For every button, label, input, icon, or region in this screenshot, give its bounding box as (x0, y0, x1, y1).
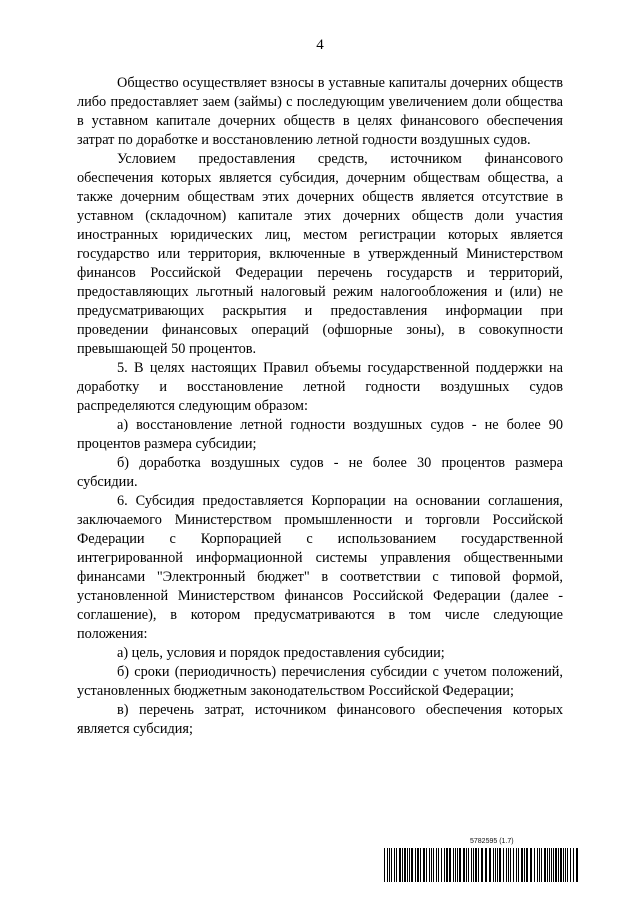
barcode-icon (382, 848, 582, 882)
paragraph-9: в) перечень затрат, источником финансового обеспечения которых является субсидия; (77, 702, 563, 737)
paragraph-1: Общество осуществляет взносы в уставные капиталы дочерних обществ либо предоставляет заем (займы) с последующим увеличением доли общества в уставном капитале дочерних обществ в целях финансового обеспечения затрат по доработке и восстановлению летной годности воздушных судов. (77, 75, 563, 148)
paragraph-3: 5. В целях настоящих Правил объемы государственной поддержки на доработку и восстановление летной годности воздушных судов распределяются следующим образом: (77, 360, 563, 414)
paragraph-4: а) восстановление летной годности воздушных судов - не более 90 процентов размера субсидии; (77, 417, 563, 452)
paragraph-2: Условием предоставления средств, источником финансового обеспечения которых является субсидия, дочерним обществам общества, а также дочерним обществам этих дочерних обществ является отсутствие в уставном (складочном) капитале этих дочерних обществ доли участия иностранных юридических лиц, местом регистрации которых является государство или территория, включенные в утвержденный Министерством финансов Российской Федерации перечень государств и территорий, предоставляющих льготный налоговый режим налогообложения и (или) не предусматривающих раскрытия и предоставления информации при проведении финансовых операций (офшорные зоны), в совокупности превышающей 50 процентов. (77, 151, 563, 357)
barcode-caption: 5782595 (1.7) (470, 838, 514, 845)
paragraph-6: 6. Субсидия предоставляется Корпорации на основании соглашения, заключаемого Министерством промышленности и торговли Российской Федерации с Корпорацией с использованием государственной интегрированной информационной системы управления общественными финансами "Электронный бюджет" в соответствии с типовой формой, установленной Министерством финансов Российской Федерации (далее - соглашение), в котором предусматриваются в том числе следующие положения: (77, 493, 563, 642)
page-number: 4 (316, 37, 324, 53)
paragraph-7: а) цель, условия и порядок предоставления субсидии; (117, 645, 445, 661)
document-body (77, 74, 563, 739)
barcode-area (382, 838, 582, 884)
paragraph-8: б) сроки (периодичность) перечисления субсидии с учетом положений, установленных бюджетным законодательством Российской Федерации; (77, 664, 563, 699)
paragraph-5: б) доработка воздушных судов - не более 30 процентов размера субсидии. (77, 455, 563, 490)
